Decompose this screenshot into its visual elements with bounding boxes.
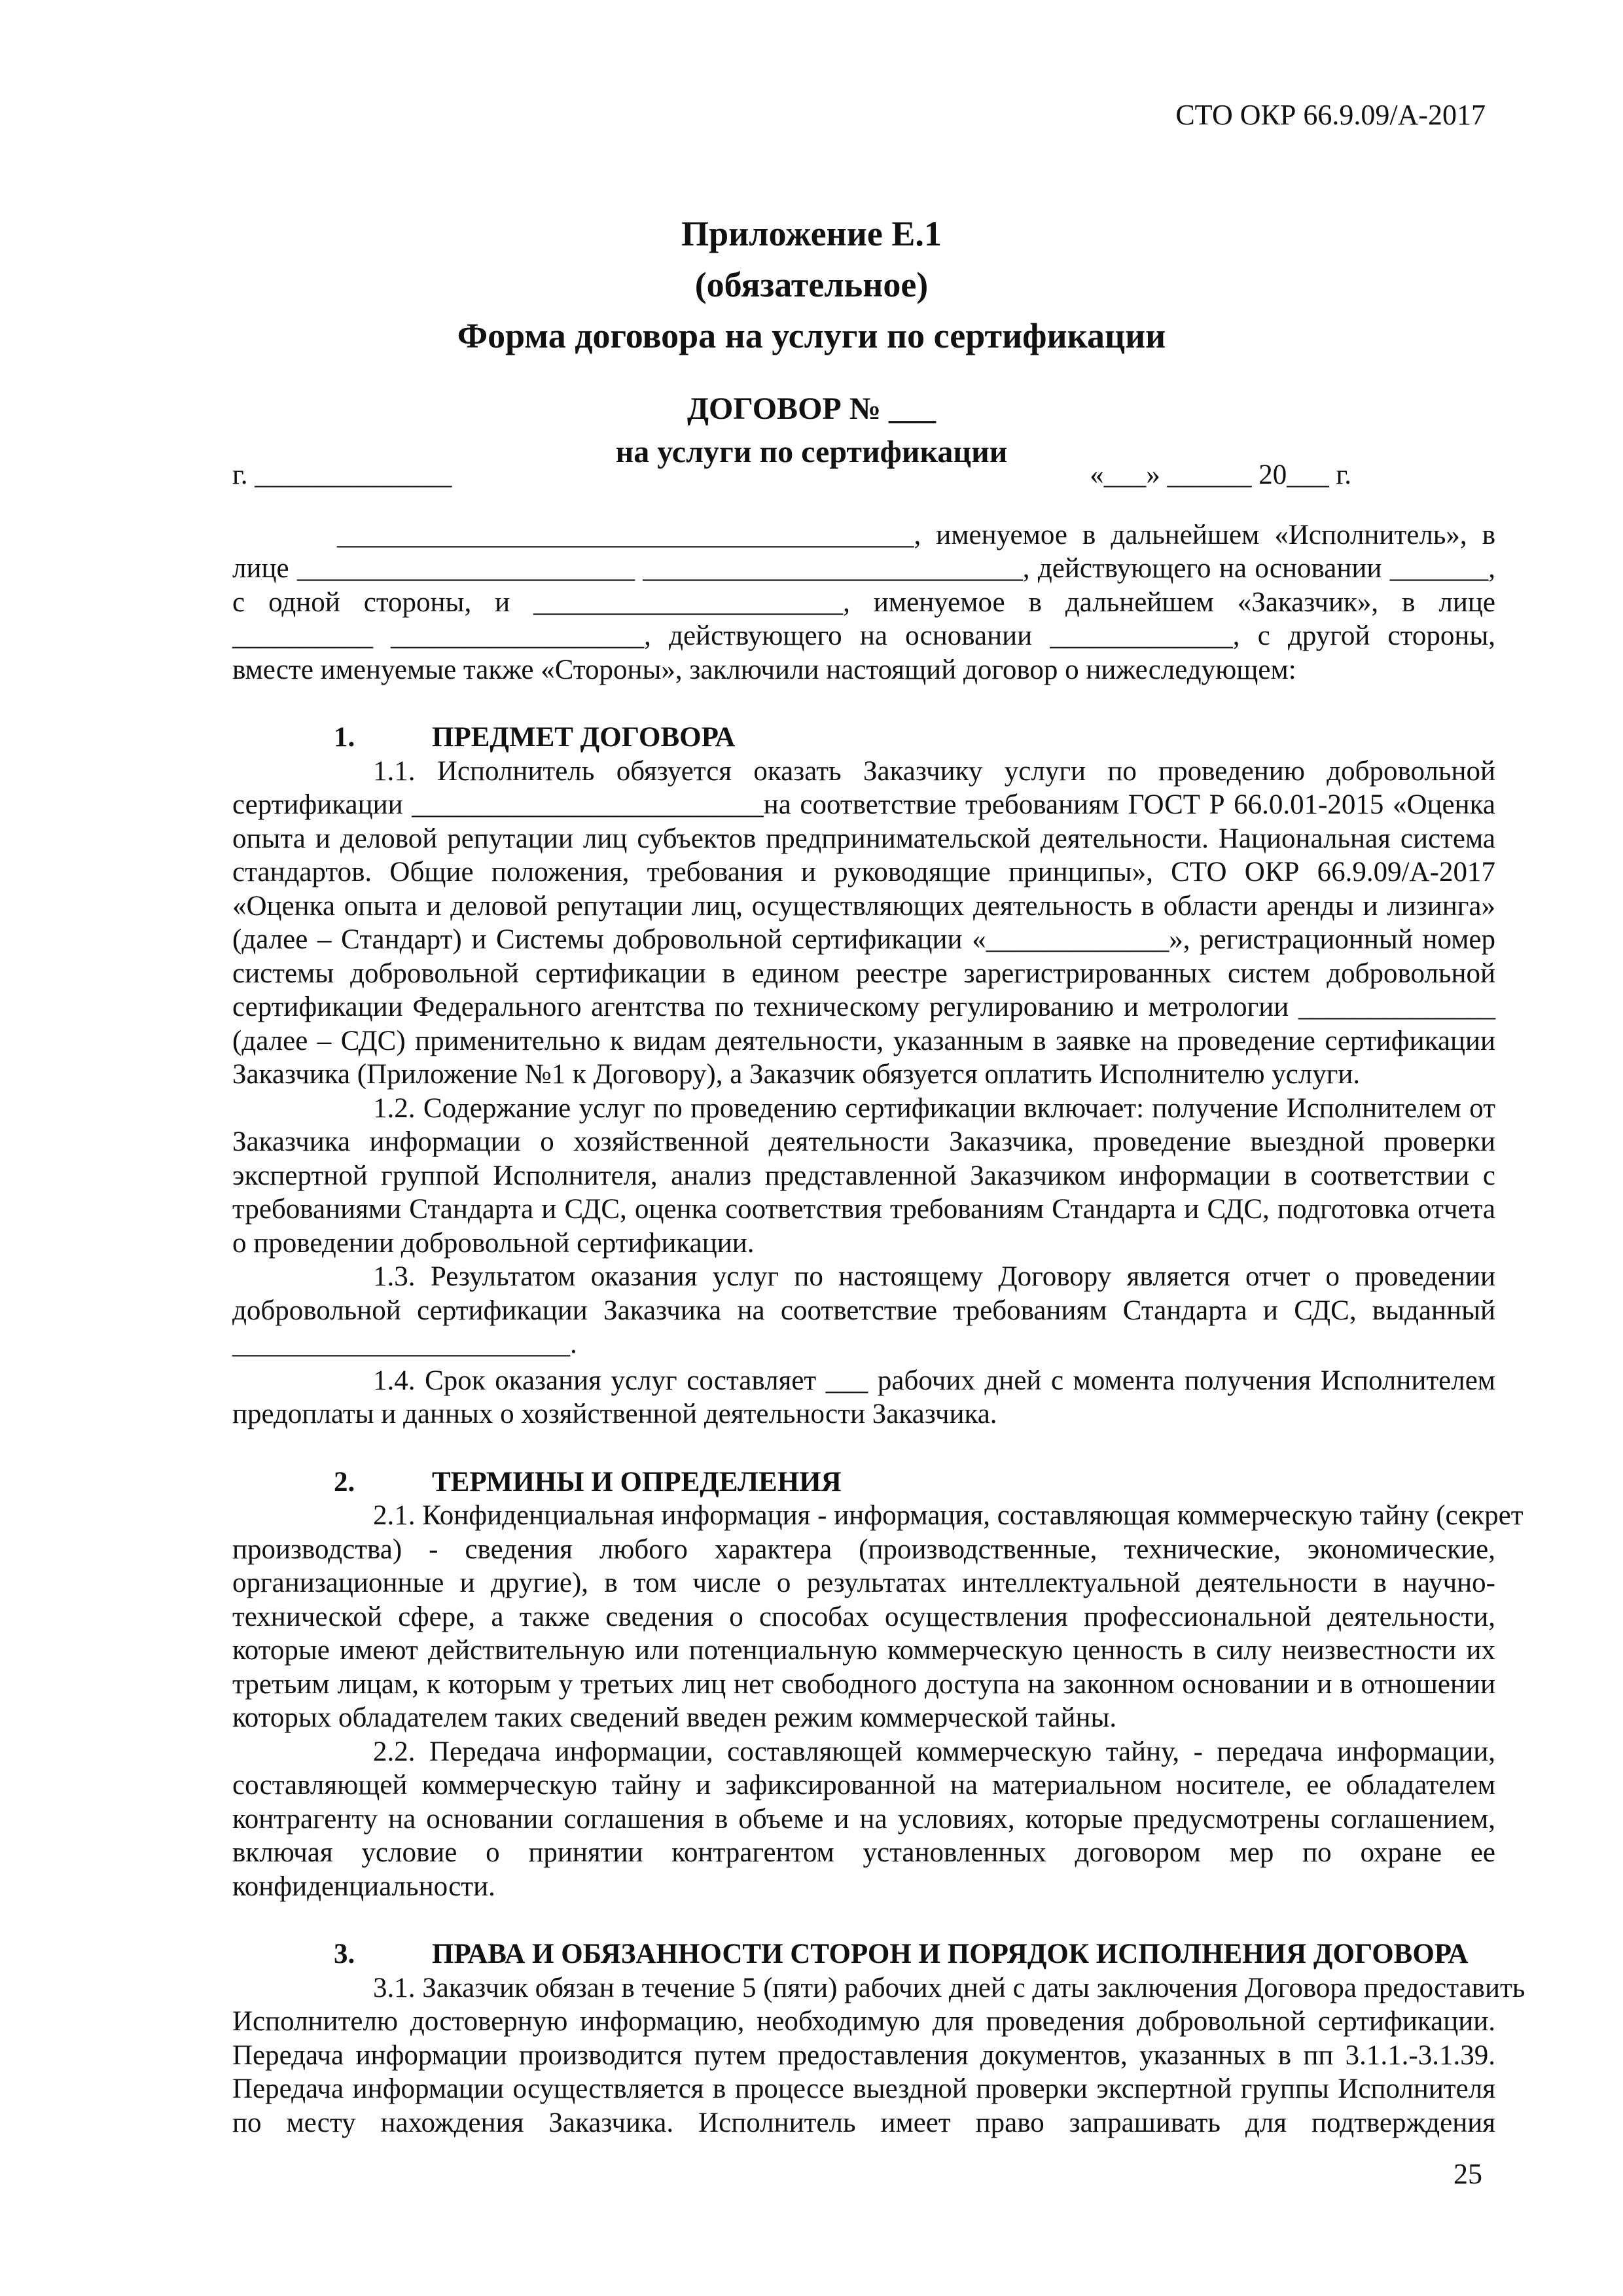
appendix-name: Форма договора на услуги по сертификации: [457, 316, 1166, 355]
place-date-row: [232, 458, 1495, 492]
text-line: стандартов. Общие положения, требования и руководящие принципы», СТО ОКР 66.9.09/А-2017: [232, 857, 1495, 888]
preamble-line: __________ __________________, действующего на основании _____________, с другой стороны,: [232, 620, 1495, 651]
text-line: требованиями Стандарта и СДС, оценка соответствия требованиям Стандарта и СДС, подготовка отчета: [232, 1194, 1495, 1225]
paragraph-2-2: [232, 1735, 1495, 1904]
section-number: 2.: [334, 1466, 355, 1498]
page-number: 25: [1454, 2158, 1482, 2190]
text-line: составляющей коммерческую тайну и зафиксированной на материальном носителе, ее обладателем: [232, 1770, 1495, 1801]
text-line: 1.2. Содержание услуг по проведению сертификации включает: получение Исполнителем от: [373, 1092, 1495, 1124]
text-line: 1.4. Срок оказания услуг составляет ___ рабочих дней с момента получения Исполнителем: [373, 1365, 1495, 1396]
contract-date: «___» ______ 20___ г.: [1090, 459, 1351, 490]
text-line: опыта и деловой репутации лиц субъектов предпринимательской деятельности. Национальная система: [232, 823, 1495, 854]
text-line: «Оценка опыта и деловой репутации лиц, осуществляющих деятельность в области аренды и лизинга»: [232, 890, 1495, 922]
text-line: которых обладателем таких сведений введен режим коммерческой тайны.: [232, 1702, 1117, 1733]
text-line: 1.3. Результатом оказания услуг по настоящему Договору является отчет о проведении: [373, 1261, 1495, 1292]
text-line: Передача информации производится путем предоставления документов, указанных в пп 3.1.1.-3.1.39.: [232, 2039, 1495, 2071]
section-title: ТЕРМИНЫ И ОПРЕДЕЛЕНИЯ: [432, 1466, 842, 1498]
text-line: контрагенту на основании соглашения в объеме и на условиях, которые предусмотрены соглашением,: [232, 1803, 1495, 1835]
preamble-line: вместе именуемые также «Стороны», заключили настоящий договор о нижеследующем:: [232, 654, 1296, 685]
text-line: системы добровольной сертификации в едином реестре зарегистрированных систем добровольной: [232, 958, 1495, 989]
paragraph-2-1: [232, 1499, 1524, 1735]
appendix-status: (обязательное): [694, 265, 929, 304]
preamble-line: _________________________________________, именуемое в дальнейшем «Исполнитель», в: [337, 519, 1495, 550]
text-line: о проведении добровольной сертификации.: [232, 1227, 755, 1259]
text-line: 2.1. Конфиденциальная информация - информация, составляющая коммерческую тайну (секрет: [373, 1500, 1524, 1531]
text-line: сертификации _________________________на соответствие требованиям ГОСТ Р 66.0.01-2015 «Оценка: [232, 789, 1495, 820]
text-line: по месту нахождения Заказчика. Исполнитель имеет право запрашивать для подтверждения: [232, 2107, 1495, 2138]
text-line: (далее – СДС) применительно к видам деятельности, указанным в заявке на проведение сертификации: [232, 1025, 1495, 1056]
section-title: ПРЕДМЕТ ДОГОВОРА: [432, 722, 736, 753]
text-line: добровольной сертификации Заказчика на соответствие требованиям Стандарта и СДС, выданный: [232, 1295, 1495, 1326]
paragraph-1-1: [232, 755, 1495, 1092]
paragraph-1-4: [232, 1364, 1495, 1431]
preamble-line: лице ________________________ ___________________________, действующего на основании _______,: [232, 553, 1495, 584]
appendix-label: Приложение Е.1: [681, 214, 942, 253]
preamble: [232, 518, 1495, 687]
contract-subtitle: на услуги по сертификации: [615, 435, 1008, 469]
text-line: экспертной группой Исполнителя, анализ представленной Заказчиком информации в соответствии с: [232, 1160, 1495, 1191]
text-line: Передача информации осуществляется в процессе выездной проверки экспертной группы Исполнителя: [232, 2073, 1495, 2104]
text-line: организационные и другие), в том числе о результатах интеллектуальной деятельности в научно-: [232, 1568, 1495, 1598]
section-heading: [232, 1937, 1495, 1971]
appendix-title: [0, 208, 1623, 361]
text-line: Заказчика (Приложение №1 к Договору), а Заказчик обязуется оплатить Исполнителю услуги.: [232, 1059, 1361, 1090]
text-line: (далее – Стандарт) и Системы добровольной сертификации «_____________», регистрационный номер: [232, 924, 1495, 955]
section-heading: [232, 721, 1495, 755]
text-line: которые имеют действительную или потенциальную коммерческую ценность в силу неизвестности их: [232, 1635, 1495, 1666]
text-line: производства) - сведения любого характера (производственные, технические, экономические,: [232, 1534, 1495, 1565]
preamble-line: с одной стороны, и ______________________, именуемое в дальнейшем «Заказчик», в лице: [232, 586, 1495, 618]
text-line: технической сфере, а также сведения о способах осуществления профессиональной деятельности,: [232, 1601, 1495, 1632]
text-line: предоплаты и данных о хозяйственной деятельности Заказчика.: [232, 1399, 997, 1429]
text-line: третьим лицам, к которым у третьих лиц нет свободного доступа на законном основании и в отношении: [232, 1668, 1495, 1700]
text-line: Исполнителю достоверную информацию, необходимую для проведения добровольной сертификации.: [232, 2006, 1495, 2037]
text-line: включая условие о принятии контрагентом установленных договором мер по охране ее: [232, 1837, 1495, 1868]
text-line: 3.1. Заказчик обязан в течение 5 (пяти) рабочих дней с даты заключения Договора предоставить: [373, 1972, 1525, 2003]
section-number: 1.: [334, 722, 355, 753]
text-line: сертификации Федерального агентства по техническому регулированию и метрологии ______________: [232, 992, 1495, 1022]
text-line: ________________________.: [232, 1329, 577, 1359]
paragraph-1-3: [232, 1260, 1495, 1361]
text-line: конфиденциальности.: [232, 1871, 495, 1902]
section-heading: [232, 1465, 1495, 1499]
text-line: Заказчика информации о хозяйственной деятельности Заказчика, проведение выездной проверки: [232, 1126, 1495, 1157]
text-line: 2.2. Передача информации, составляющей коммерческую тайну, - передача информации,: [373, 1736, 1495, 1767]
text-line: 1.1. Исполнитель обязуется оказать Заказчику услуги по проведению добровольной: [373, 755, 1495, 787]
section-title: ПРАВА И ОБЯЗАННОСТИ СТОРОН И ПОРЯДОК ИСПОЛНЕНИЯ ДОГОВОРА: [432, 1939, 1469, 1969]
section-number: 3.: [334, 1939, 355, 1969]
paragraph-1-2: [232, 1092, 1495, 1261]
document-code: СТО ОКР 66.9.09/А-2017: [1175, 99, 1486, 131]
contract-number: ДОГОВОР № ___: [687, 391, 936, 426]
contract-place: г. ______________: [232, 459, 452, 490]
paragraph-3-1: [232, 1971, 1525, 2140]
contract-body: [232, 458, 1525, 2140]
